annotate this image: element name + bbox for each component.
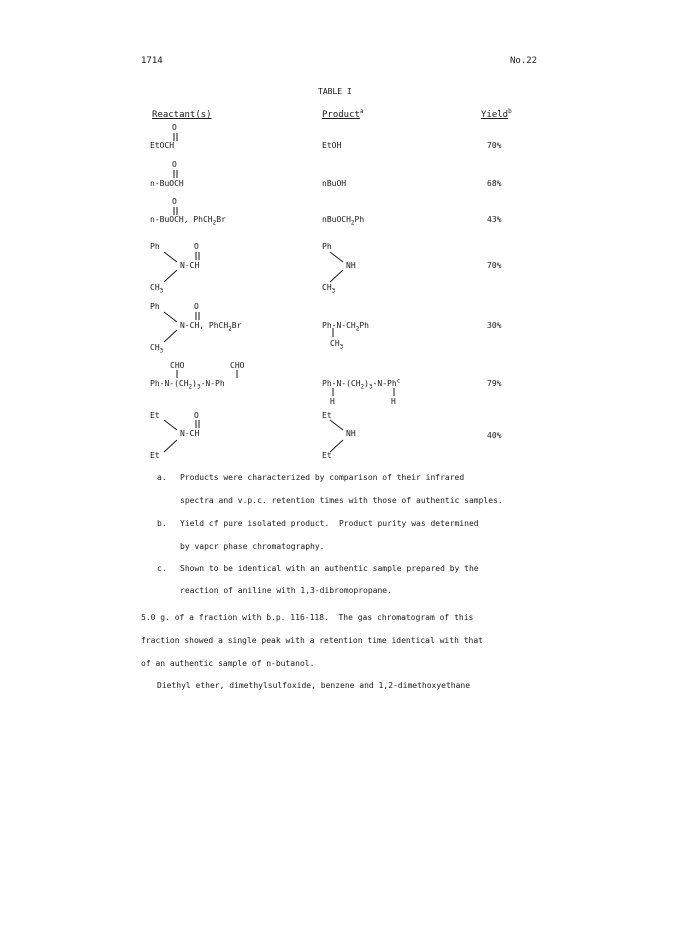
body-paragraph-line: 5.0 g. of a fraction with b.p. 116-118. The gas chromatogram of this [141, 613, 474, 622]
yield-cell: 70% [487, 141, 502, 150]
hydrogen-atom: H [391, 397, 396, 406]
footnote-mark: c. [157, 564, 167, 573]
carbonyl-oxygen: O [172, 197, 177, 206]
body-paragraph-line: fraction showed a single peak with a retention time identical with that [141, 636, 483, 645]
phenyl-group: Ph [150, 302, 160, 311]
carbonyl-oxygen: O [172, 160, 177, 169]
reactant-cell: n-BuOCH, PhCH$_2$Br [150, 215, 226, 227]
hydrogen-atom: H [330, 397, 335, 406]
amine-group: NH [346, 261, 356, 270]
product-cell: nBuOH [322, 179, 347, 188]
methyl-group: $CH_3$ [150, 343, 164, 355]
reactant-cell: n-BuOCH [150, 179, 184, 188]
carbonyl-oxygen: O [194, 411, 199, 420]
reactant-cell: EtOCH [150, 141, 175, 150]
footnote-text: Shown to be identical with an authentic sample prepared by the [180, 564, 479, 573]
product-cell: $Ph-N-CH_2Ph$ [322, 321, 369, 333]
yield-cell: 79% [487, 379, 502, 388]
product-cell: nBuOCH$_2$Ph [322, 215, 365, 227]
formamide-group: N-CH, PhCH$_2$Br [180, 321, 242, 333]
footnote-text: spectra and v.p.c. retention times with those of authentic samples. [180, 496, 503, 505]
product-cell: $Ph-N-(CH_2)_3-N-Ph^c$ [322, 377, 401, 391]
column-header-product: Product$^a$ [322, 108, 364, 120]
ethyl-group: Et [322, 451, 332, 460]
carbonyl-oxygen: O [194, 242, 199, 251]
ethyl-group: Et [150, 411, 160, 420]
footnote-mark: b. [157, 519, 167, 528]
carbonyl-oxygen: O [194, 302, 199, 311]
footnote-text: Yield cf pure isolated product. Product purity was determined [180, 519, 479, 528]
formyl-group: CHO [230, 361, 245, 370]
phenyl-group: Ph [150, 242, 160, 251]
yield-cell: 30% [487, 321, 502, 330]
formyl-group: CHO [170, 361, 185, 370]
body-paragraph-line: Diethyl ether, dimethylsulfoxide, benzene and 1,2-dimethoxyethane [157, 681, 471, 690]
footnote-text: Products were characterized by comparison of their infrared [180, 473, 465, 482]
formamide-group: N-CH [180, 261, 200, 270]
table-title: TABLE I [318, 87, 352, 96]
ethyl-group: Et [322, 411, 332, 420]
reactant-cell: $Ph-N-(CH_2)_3-N-Ph$ [150, 379, 225, 391]
page-number: 1714 [141, 56, 163, 66]
column-header-reactant: Reactant(s) [152, 110, 212, 120]
body-paragraph-line: of an authentic sample of n-butanol. [141, 659, 315, 668]
footnote-mark: a. [157, 473, 167, 482]
yield-cell: 40% [487, 431, 502, 440]
carbonyl-oxygen: O [172, 123, 177, 132]
ethyl-group: Et [150, 451, 160, 460]
amine-group: NH [346, 429, 356, 438]
footnote-text: by vapcr phase chromatography. [180, 542, 325, 551]
methyl-group: $CH_3$ [322, 283, 336, 295]
yield-cell: 70% [487, 261, 502, 270]
yield-cell: 68% [487, 179, 502, 188]
yield-cell: 43% [487, 215, 502, 224]
issue-number: No.22 [510, 56, 538, 66]
column-header-yield: Yield$^b$ [481, 108, 512, 120]
footnote-text: reaction of aniline with 1,3-dibromopropane. [180, 586, 392, 595]
phenyl-group: Ph [322, 242, 332, 251]
formamide-group: N-CH [180, 429, 200, 438]
methyl-group: $CH_3$ [330, 339, 344, 351]
product-cell: EtOH [322, 141, 342, 150]
methyl-group: $CH_3$ [150, 283, 164, 295]
